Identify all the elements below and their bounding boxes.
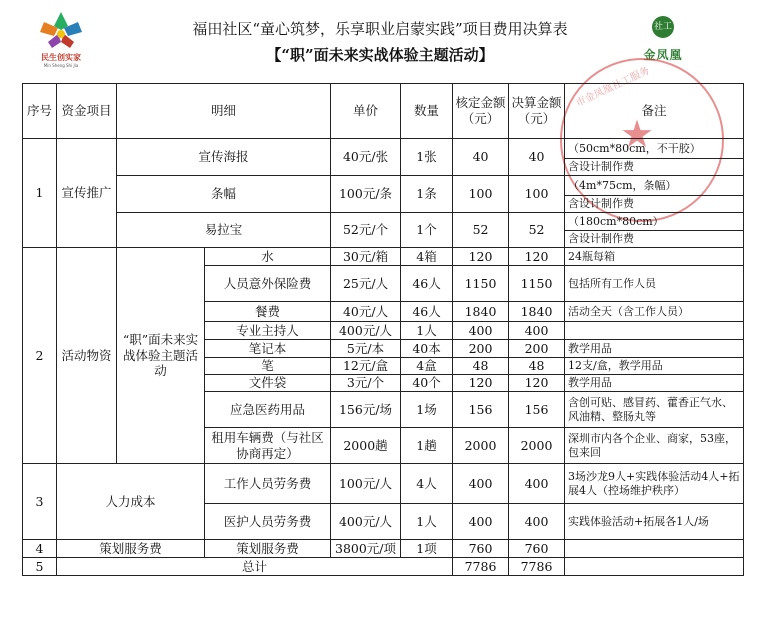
note: 实践体验活动+拓展各1人/场	[565, 504, 744, 540]
unit-price: 40元/张	[331, 139, 401, 176]
detail: 文件袋	[205, 375, 331, 392]
quantity: 1项	[401, 540, 453, 558]
approved-amount: 400	[453, 464, 509, 504]
final-amount: 52	[509, 213, 565, 248]
quantity: 40个	[401, 375, 453, 392]
approved-amount: 48	[453, 358, 509, 375]
activity-name: “职”面未来实战体验主题活动	[117, 248, 205, 464]
note: （180cm*80cm）	[565, 213, 744, 231]
final-amount: 1150	[509, 266, 565, 302]
row-no: 2	[23, 248, 57, 464]
approved-amount: 1150	[453, 266, 509, 302]
final-amount: 400	[509, 464, 565, 504]
unit-price: 52元/个	[331, 213, 401, 248]
approved-amount: 52	[453, 213, 509, 248]
unit-price: 156元/场	[331, 392, 401, 428]
page-subtitle: 【“职”面未来实战体验主题活动】	[266, 46, 494, 64]
page-title: 福田社区“童心筑梦，乐享职业启蒙实践”项目费用决算表	[192, 20, 568, 38]
seal-star-icon: ★	[620, 112, 655, 156]
unit-price: 100元/人	[331, 464, 401, 504]
org-logo-icon	[30, 8, 92, 52]
col-header: 单价	[331, 84, 401, 139]
approved-amount: 156	[453, 392, 509, 428]
unit-price: 400元/人	[331, 504, 401, 540]
org-logo	[30, 8, 92, 66]
table-row	[23, 176, 744, 196]
unit-price: 400元/人	[331, 322, 401, 340]
col-header: 资金项目	[57, 84, 117, 139]
quantity: 4人	[401, 464, 453, 504]
col-header: 明细	[117, 84, 331, 139]
table-header-row	[23, 84, 744, 139]
final-amount: 120	[509, 248, 565, 266]
note: 深圳市内各个企业、商家，53座，包来回	[565, 428, 744, 464]
detail: 应急医药用品	[205, 392, 331, 428]
quantity: 1张	[401, 139, 453, 176]
final-amount: 2000	[509, 428, 565, 464]
unit-price: 40元/人	[331, 302, 401, 322]
unit-price: 30元/箱	[331, 248, 401, 266]
note: 12支/盒，教学用品	[565, 358, 744, 375]
final-amount: 48	[509, 358, 565, 375]
approved-amount: 1840	[453, 302, 509, 322]
note: 含设计制作费	[565, 231, 744, 248]
note	[565, 540, 744, 558]
org-sub: Min Sheng Shi Jia	[43, 63, 79, 68]
table-row	[23, 248, 744, 266]
final-total: 7786	[509, 558, 565, 576]
table-row	[23, 464, 744, 504]
note	[565, 558, 744, 576]
quantity: 4盒	[401, 358, 453, 375]
note: 包括所有工作人员	[565, 266, 744, 302]
table-row	[23, 213, 744, 231]
row-no: 3	[23, 464, 57, 540]
quantity: 1人	[401, 322, 453, 340]
detail: 条幅	[117, 176, 331, 213]
detail: 宣传海报	[117, 139, 331, 176]
note: 教学用品	[565, 375, 744, 392]
final-amount: 400	[509, 504, 565, 540]
unit-price: 3元/个	[331, 375, 401, 392]
partner-logo	[632, 12, 694, 68]
note: （4m*75cm，条幅）	[565, 176, 744, 196]
quantity: 1条	[401, 176, 453, 213]
fund-item: 活动物资	[57, 248, 117, 464]
detail: 人员意外保险费	[205, 266, 331, 302]
detail: 笔	[205, 358, 331, 375]
note: 含设计制作费	[565, 159, 744, 176]
partner-badge: 社工	[652, 16, 674, 38]
col-header: 数量	[401, 84, 453, 139]
seal-text: 市金凤凰社工服务	[574, 65, 652, 110]
final-amount: 120	[509, 375, 565, 392]
unit-price: 5元/本	[331, 340, 401, 358]
note: （50cm*80cm，不干胶）	[565, 139, 744, 159]
final-amount: 760	[509, 540, 565, 558]
col-header: 核定金额（元）	[453, 84, 509, 139]
detail: 笔记本	[205, 340, 331, 358]
row-no: 1	[23, 139, 57, 248]
quantity: 46人	[401, 302, 453, 322]
note: 含创可贴、感冒药、藿香正气水、风油精、整肠丸等	[565, 392, 744, 428]
table-row	[23, 540, 744, 558]
approved-amount: 2000	[453, 428, 509, 464]
approved-amount: 120	[453, 375, 509, 392]
row-no: 5	[23, 558, 57, 576]
approved-total: 7786	[453, 558, 509, 576]
quantity: 1人	[401, 504, 453, 540]
approved-amount: 40	[453, 139, 509, 176]
approved-amount: 760	[453, 540, 509, 558]
note: 含设计制作费	[565, 196, 744, 213]
approved-amount: 400	[453, 322, 509, 340]
detail: 租用车辆费（与社区协商再定）	[205, 428, 331, 464]
note: 24瓶每箱	[565, 248, 744, 266]
approved-amount: 400	[453, 504, 509, 540]
detail: 医护人员劳务费	[205, 504, 331, 540]
final-amount: 400	[509, 322, 565, 340]
final-amount: 200	[509, 340, 565, 358]
note	[565, 322, 744, 340]
final-amount: 100	[509, 176, 565, 213]
final-amount: 156	[509, 392, 565, 428]
note: 教学用品	[565, 340, 744, 358]
col-header: 序号	[23, 84, 57, 139]
unit-price: 3800元/项	[331, 540, 401, 558]
unit-price: 25元/人	[331, 266, 401, 302]
note: 活动全天（含工作人员）	[565, 302, 744, 322]
quantity: 1趟	[401, 428, 453, 464]
total-label: 总计	[57, 558, 453, 576]
quantity: 4箱	[401, 248, 453, 266]
detail: 水	[205, 248, 331, 266]
row-no: 4	[23, 540, 57, 558]
table-row	[23, 139, 744, 159]
detail: 策划服务费	[205, 540, 331, 558]
detail: 专业主持人	[205, 322, 331, 340]
unit-price: 100元/条	[331, 176, 401, 213]
quantity: 46人	[401, 266, 453, 302]
quantity: 40本	[401, 340, 453, 358]
approved-amount: 100	[453, 176, 509, 213]
partner-name: 金凤凰	[643, 48, 683, 62]
unit-price: 12元/盒	[331, 358, 401, 375]
fund-item: 人力成本	[57, 464, 205, 540]
final-amount: 1840	[509, 302, 565, 322]
org-name: 民生创实家	[41, 53, 81, 62]
fund-item: 策划服务费	[57, 540, 205, 558]
col-header: 备注	[565, 84, 744, 139]
quantity: 1个	[401, 213, 453, 248]
detail: 易拉宝	[117, 213, 331, 248]
col-header: 决算金额（元）	[509, 84, 565, 139]
quantity: 1场	[401, 392, 453, 428]
approved-amount: 120	[453, 248, 509, 266]
unit-price: 2000趟	[331, 428, 401, 464]
total-row	[23, 558, 744, 576]
approved-amount: 200	[453, 340, 509, 358]
fund-item: 宣传推广	[57, 139, 117, 248]
budget-table	[22, 83, 744, 576]
detail: 工作人员劳务费	[205, 464, 331, 504]
detail: 餐费	[205, 302, 331, 322]
final-amount: 40	[509, 139, 565, 176]
note: 3场沙龙9人+实践体验活动4人+拓展4人（控场维护秩序）	[565, 464, 744, 504]
